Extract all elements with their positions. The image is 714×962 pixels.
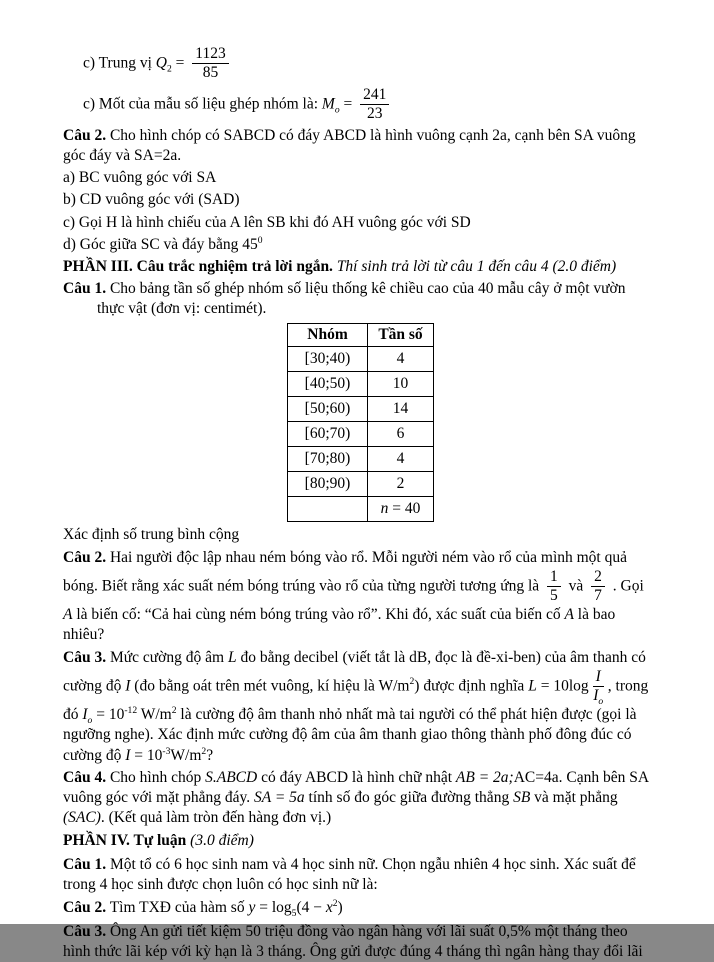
text-segment: Cho hình chóp: [109, 768, 202, 786]
text-segment: ?: [206, 746, 214, 764]
question-label: Câu 1.: [63, 280, 107, 298]
section-subtitle: (3.0 điểm): [190, 832, 254, 850]
question-label: Câu 3.: [63, 648, 107, 666]
equals-sign: =: [540, 677, 550, 695]
fraction-numerator: 1: [547, 569, 561, 587]
superscript: 2: [171, 705, 177, 717]
question-label: Câu 4.: [63, 768, 107, 786]
cau2-item-c: c) Gọi H là hình chiếu của A lên SB khi đó AH vuông góc với SD: [63, 213, 471, 231]
angle-value: 45: [242, 235, 258, 253]
math-symbol: L: [528, 677, 537, 695]
total-cell: [368, 497, 434, 522]
text-segment: là cường độ âm thanh nhỏ nhất mà tai người có thể phát hiện được (gọi là ngưỡng nghe). Xác định mức cường độ âm của âm thanh giao thông thành phố đông đúc có cường độ: [63, 706, 637, 764]
event-symbol: A: [63, 606, 73, 624]
fraction: [547, 569, 561, 605]
section-title: PHẦN III. Câu trắc nghiệm trả lời ngắn.: [63, 257, 333, 275]
equals-sign: =: [96, 706, 105, 724]
phan4-cau1: [63, 855, 656, 895]
text-segment: Ông An gửi tiết kiệm 50 triệu đồng vào ngân hàng với lãi suất 0,5% một tháng theo hình thức lãi kép với kỳ hạn là 3 tháng. Ông gửi được đúng 4 tháng thì ngân hàng thay đổi lãi: [63, 922, 643, 960]
text-segment: Cho bảng tần số ghép nhóm số liệu thống kê chiều cao của 40 mẫu cây ở một vườn thực vật (đơn vị: centimét).: [97, 280, 626, 318]
question-label: Câu 1.: [63, 856, 107, 874]
frequency-table: [287, 323, 434, 522]
column-header-group: Nhóm: [288, 324, 368, 347]
group-cell: [40;50): [288, 372, 368, 397]
fraction-denominator: 85: [202, 64, 219, 82]
cau2-item-a: a) BC vuông góc với SA: [63, 169, 217, 187]
fraction-denominator: [593, 686, 604, 708]
frequency-cell: 4: [368, 347, 434, 372]
column-header-frequency: Tần số: [368, 324, 434, 347]
text-segment: là biến cố: “Cả hai cùng ném bóng trúng vào rổ”. Khi đó, xác suất của biến cố: [76, 606, 561, 624]
text-segment: Cho hình chóp có SABCD có đáy ABCD là hình vuông cạnh 2a, cạnh bên SA vuông góc đáy và SA=2a.: [63, 127, 636, 165]
text-segment: là bao nhiêu?: [63, 606, 616, 644]
text-segment: tính số đo góc giữa đường thẳng: [308, 788, 510, 806]
text-segment: và mặt phẳng: [534, 788, 618, 806]
unit: W/m: [140, 706, 172, 724]
math-symbol: L: [227, 648, 237, 666]
group-cell: [60;70): [288, 422, 368, 447]
text-segment: . (Kết quả làm tròn đến hàng đơn vị.): [100, 808, 332, 826]
math-symbol: AB = 2a;: [455, 768, 514, 786]
question-label: Câu 2.: [63, 548, 107, 566]
subscript: o: [87, 715, 93, 727]
equals-sign: =: [134, 746, 144, 764]
section-subtitle: Thí sinh trả lời từ câu 1 đến câu 4 (2.0 điểm): [336, 257, 617, 275]
phan3-heading: [63, 257, 656, 277]
event-symbol: A: [564, 606, 574, 624]
text-segment: AC=4a: [513, 768, 559, 786]
fraction: [360, 87, 389, 123]
fraction: [591, 569, 605, 605]
phan3-cau4: [63, 768, 656, 828]
table-row: [288, 397, 434, 422]
group-cell: [70;80): [288, 447, 368, 472]
phan4-heading: [63, 831, 656, 851]
math-symbol: M: [321, 94, 335, 112]
fraction-denominator: 5: [550, 587, 558, 605]
math-symbol: (SAC): [63, 808, 101, 826]
math-symbol: Q: [155, 54, 167, 72]
frequency-cell: 2: [368, 472, 434, 497]
text-segment: Một tổ có 6 học sinh nam và 4 học sinh nữ. Chọn ngẫu nhiên 4 học sinh. Xác suất để trong 4 học sinh được chọn luôn có học sinh nữ là:: [63, 856, 636, 894]
frequency-cell: 6: [368, 422, 434, 447]
text-segment: d) Góc giữa SC và đáy bằng: [63, 235, 239, 253]
fraction-numerator: 241: [360, 87, 389, 105]
math-symbol: I: [125, 746, 131, 764]
table-row: [288, 372, 434, 397]
text-segment: đo bằng decibel (viết tắt là dB, đọc là đề-xi-ben) của âm thanh có cường độ: [63, 648, 646, 695]
frequency-cell: 14: [368, 397, 434, 422]
superscript: 2: [409, 675, 415, 687]
text-segment: , trong đó: [63, 677, 649, 724]
text-segment: có đáy ABCD là hình chữ nhật: [261, 768, 453, 786]
fraction-numerator: 1123: [192, 46, 228, 64]
text-segment: Hai người độc lập nhau ném bóng vào rổ. Mỗi người ném vào rổ của mình một quả bóng. Biết rằng xác suất ném bóng trúng vào rổ của từng người tương ứng là: [63, 548, 627, 595]
table-total-row: [288, 497, 434, 522]
question-label: Câu 3.: [63, 922, 107, 940]
mode-line: [63, 86, 656, 124]
median-line: [63, 45, 656, 83]
subscript: o: [334, 103, 340, 115]
text-segment: và: [568, 577, 584, 595]
group-cell: [80;90): [288, 472, 368, 497]
phan3-cau3: [63, 648, 656, 766]
equals-sign: =: [175, 54, 185, 72]
cau2-item-d: [63, 235, 656, 255]
math-symbol: I: [125, 677, 131, 695]
fraction: [593, 667, 604, 708]
cau2-geometry-intro: [63, 126, 656, 166]
power-base: 10: [108, 706, 125, 724]
table-row: [288, 472, 434, 497]
unit: W/m: [170, 746, 202, 764]
phan3-cau1-intro: [63, 279, 656, 319]
expression: (4 −: [296, 898, 322, 916]
section-title: PHẦN IV. Tự luận: [63, 832, 187, 850]
formula-coefficient: 10log: [553, 677, 589, 695]
empty-cell: [288, 497, 368, 522]
fraction-denominator: 7: [594, 587, 602, 605]
cau2-item-b: b) CD vuông góc với (SAD): [63, 191, 240, 209]
text-segment: (đo bằng oát trên mét vuông, kí hiệu là W/m: [134, 677, 410, 695]
superscript: -3: [162, 745, 171, 757]
question-label: Câu 2.: [63, 898, 107, 916]
subscript: 5: [291, 907, 297, 919]
text-segment: Tìm TXĐ của hàm số: [109, 898, 245, 916]
fraction-numerator: 2: [591, 569, 605, 587]
subscript: o: [598, 696, 604, 708]
text-segment: c) Mốt của mẫu số liệu ghép nhóm là:: [83, 94, 319, 112]
superscript: 0: [257, 234, 263, 246]
power-base: 10: [146, 746, 163, 764]
math-symbol: I: [593, 686, 599, 704]
table-row: [288, 422, 434, 447]
phan3-cau1-question: Xác định số trung bình cộng: [63, 526, 240, 544]
subscript: 2: [166, 63, 172, 75]
table-row: [288, 447, 434, 472]
total-value: = 40: [392, 500, 421, 518]
phan4-cau2: [63, 898, 656, 918]
math-symbol: SB: [513, 788, 531, 806]
group-cell: [50;60): [288, 397, 368, 422]
text-segment: ) được định nghĩa: [414, 677, 525, 695]
superscript: 2: [201, 745, 207, 757]
equals-sign: =: [343, 94, 353, 112]
phan4-cau3: [63, 922, 656, 962]
expression: ): [337, 898, 343, 916]
text-segment: . Gọi: [612, 577, 644, 595]
phan3-cau2: [63, 548, 656, 646]
text-segment: Mức cường độ âm: [109, 648, 225, 666]
math-symbol: S.ABCD: [205, 768, 258, 786]
math-symbol: y: [248, 898, 256, 916]
text-segment: c) Trung vị: [83, 54, 152, 72]
superscript: 2: [332, 897, 338, 909]
frequency-cell: 4: [368, 447, 434, 472]
equals-sign: = log: [259, 898, 292, 916]
table-header-row: [288, 324, 434, 347]
math-symbol: x: [325, 898, 333, 916]
superscript: -12: [124, 705, 138, 717]
math-symbol: n: [380, 500, 389, 518]
fraction-denominator: 23: [367, 104, 383, 122]
fraction: [192, 46, 228, 82]
text-segment: . Cạnh bên SA vuông góc với mặt phẳng đáy.: [63, 768, 649, 806]
frequency-cell: 10: [368, 372, 434, 397]
question-label: Câu 2.: [63, 127, 107, 145]
table-row: [288, 347, 434, 372]
fraction-numerator: I: [593, 669, 604, 687]
group-cell: [30;40): [288, 347, 368, 372]
math-symbol: I: [82, 706, 88, 724]
math-symbol: SA = 5a: [254, 788, 305, 806]
